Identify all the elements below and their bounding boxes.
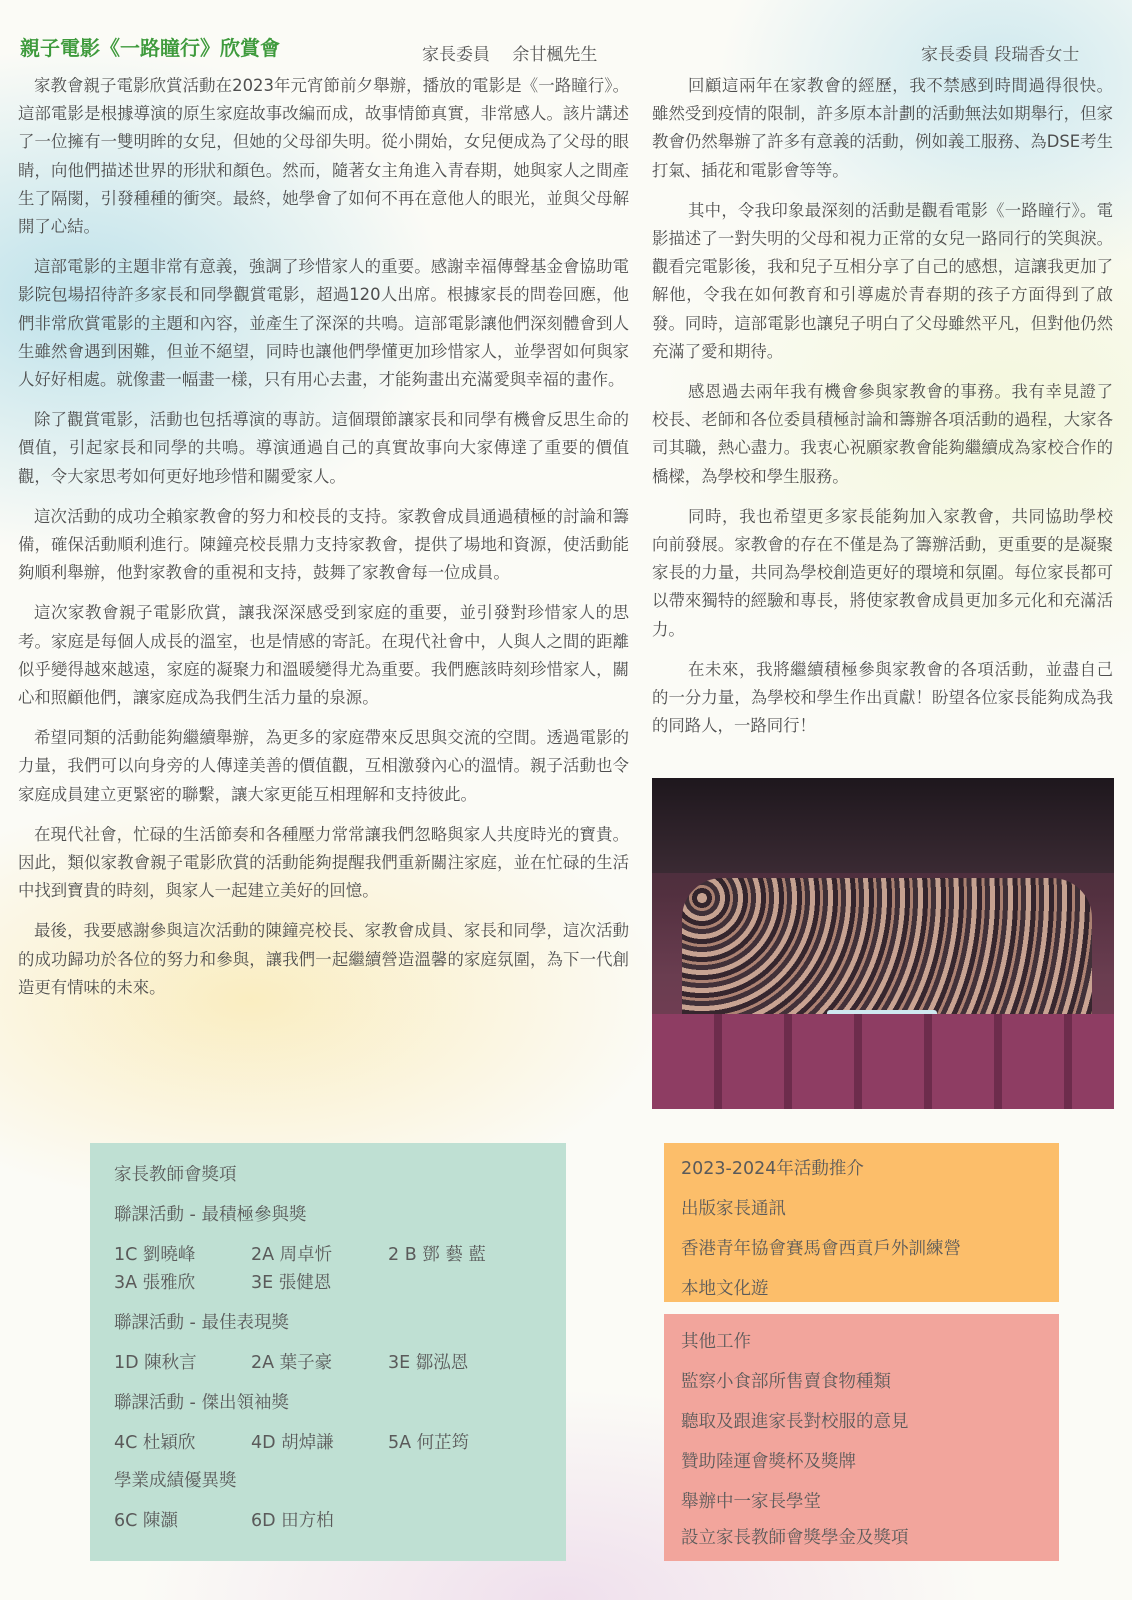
right-paragraph: 在未來，我將繼續積極參與家教會的各項活動，並盡自己的一分力量，為學校和學生作出貢獻！盼望各位家長能夠成為我的同路人，一路同行！: [652, 659, 1113, 736]
award-name: 3E 鄒泓恩: [388, 1353, 469, 1373]
award-name: 6D 田方柏: [251, 1511, 334, 1531]
other-work-heading: 其他工作: [681, 1332, 751, 1352]
other-work-box: [664, 1314, 1059, 1561]
left-article-body: [18, 72, 629, 1014]
awards-box: [90, 1143, 566, 1561]
award-name: 1C 劉曉峰: [114, 1245, 196, 1265]
activity-item: 本地文化遊: [681, 1279, 769, 1299]
award-name: 5A 何芷筠: [388, 1433, 470, 1453]
left-paragraph: 這部電影的主題非常有意義，強調了珍惜家人的重要。感謝幸福傳聲基金會協助電影院包場招待許多家長和同學觀賞電影，超過120人出席。根據家長的問卷回應，他們非常欣賞電影的主題和內容，並產生了深深的共鳴。這部電影讓他們深刻體會到人生雖然會遇到困難，但並不絕望，同時也讓他們學懂更加珍惜家人，並學習如何與家人好好相處。就像畫一幅畫一樣，只有用心去畫，才能夠畫出充滿愛與幸福的畫作。: [18, 257, 629, 390]
left-paragraph: 除了觀賞電影，活動也包括導演的專訪。這個環節讓家長和同學有機會反思生命的價值，引起家長和同學的共鳴。導演通過自己的真實故事向大家傳達了重要的價值觀，令大家思考如何更好地珍惜和關愛家人。: [18, 410, 629, 486]
cinema-screen: [652, 778, 1114, 873]
cinema-group-photo: [652, 778, 1114, 1109]
right-paragraph: 回顧這兩年在家教會的經歷，我不禁感到時間過得很快。雖然受到疫情的限制，許多原本計劃的活動無法如期舉行，但家教會仍然舉辦了許多有意義的活動，例如義工服務、為DSE考生打氣、插花和電影會等等。: [652, 76, 1113, 180]
left-paragraph: 這次家教會親子電影欣賞，讓我深深感受到家庭的重要，並引發對珍惜家人的思考。家庭是每個人成長的溫室，也是情感的寄託。在現代社會中，人與人之間的距離似乎變得越來越遠，家庭的凝聚力和溫暖變得尤為重要。我們應該時刻珍惜家人，關心和照顧他們，讓家庭成為我們生活力量的泉源。: [18, 603, 629, 708]
award-name: 1D 陳秋言: [114, 1353, 197, 1373]
article-title: 親子電影《一路瞳行》欣賞會: [20, 36, 280, 60]
left-paragraph: 家教會親子電影欣賞活動在2023年元宵節前夕舉辦，播放的電影是《一路瞳行》。這部電影是根據導演的原生家庭故事改編而成，故事情節真實，非常感人。該片講述了一位擁有一雙明眸的女兒，但她的父母卻失明。從小開始，女兒便成為了父母的眼睛，向他們描述世界的形狀和顏色。然而，隨著女主角進入青春期，她與家人之間產生了隔閡，引發種種的衝突。最終，她學會了如何不再在意他人的眼光，並與父母解開了心結。: [18, 76, 629, 237]
award-name: 4D 胡焯謙: [251, 1433, 334, 1453]
activities-box: [664, 1143, 1059, 1302]
right-article-body: [652, 72, 1113, 752]
left-paragraph: 希望同類的活動能夠繼續舉辦，為更多的家庭帶來反思與交流的空間。透過電影的力量，我們可以向身旁的人傳達美善的價值觀，互相激發內心的溫情。親子活動也令家庭成員建立更緊密的聯繫，讓大家更能互相理解和支持彼此。: [18, 728, 629, 804]
right-author: 家長委員 段瑞香女士: [921, 45, 1080, 65]
right-paragraph: 感恩過去兩年我有機會參與家教會的事務。我有幸見證了校長、老師和各位委員積極討論和籌辦各項活動的過程，大家各司其職，熱心盡力。我衷心祝願家教會能夠繼續成為家校合作的橋樑，為學校和學生服務。: [652, 382, 1113, 486]
award-category: 學業成績優異獎: [114, 1471, 237, 1491]
award-name: 2A 周卓忻: [251, 1245, 333, 1265]
award-name: 2A 葉子豪: [251, 1353, 333, 1373]
left-paragraph: 最後，我要感謝參與這次活動的陳鐘亮校長、家教會成員、家長和同學，這次活動的成功歸功於各位的努力和參與，讓我們一起繼續營造溫馨的家庭氛圍，為下一代創造更有情味的未來。: [18, 921, 629, 997]
other-work-item: 贊助陸運會獎杯及獎牌: [681, 1452, 856, 1472]
activity-item: 香港青年協會賽馬會西貢戶外訓練營: [681, 1239, 961, 1259]
award-name: 3A 張雅欣: [114, 1273, 196, 1293]
right-paragraph: 其中，令我印象最深刻的活動是觀看電影《一路瞳行》。電影描述了一對失明的父母和視力正常的女兒一路同行的笑與淚。觀看完電影後，我和兒子互相分享了自己的感想，這讓我更加了解他，令我在如何教育和引導處於青春期的孩子方面得到了啟發。同時，這部電影也讓兒子明白了父母雖然平凡，但對他仍然充滿了愛和期待。: [652, 200, 1113, 361]
activities-heading: 2023-2024年活動推介: [681, 1159, 864, 1179]
other-work-item: 舉辦中一家長學堂: [681, 1492, 821, 1512]
award-name: 2 B 鄧 藝 藍: [388, 1245, 486, 1265]
left-paragraph: 在現代社會，忙碌的生活節奏和各種壓力常常讓我們忽略與家人共度時光的寶貴。因此，類似家教會親子電影欣賞的活動能夠提醒我們重新關注家庭，並在忙碌的生活中找到寶貴的時刻，與家人一起建立美好的回憶。: [18, 824, 629, 901]
award-name: 3E 張健恩: [251, 1273, 332, 1293]
award-category: 聯課活動 - 最佳表現獎: [114, 1313, 289, 1333]
cinema-seats: [652, 1014, 1114, 1109]
award-name: 6C 陳灝: [114, 1511, 178, 1531]
other-work-item: 聽取及跟進家長對校服的意見: [681, 1412, 909, 1432]
other-work-item: 監察小食部所售賣食物種類: [681, 1372, 891, 1392]
award-name: 4C 杜穎欣: [114, 1433, 196, 1453]
left-paragraph: 這次活動的成功全賴家教會的努力和校長的支持。家教會成員通過積極的討論和籌備，確保活動順利進行。陳鐘亮校長鼎力支持家教會，提供了場地和資源，使活動能夠順利舉辦，他對家教會的重視和支持，鼓舞了家教會每一位成員。: [18, 506, 629, 583]
audience-crowd: [682, 878, 1092, 1028]
other-work-item: 設立家長教師會獎學金及獎項: [681, 1528, 909, 1548]
award-category: 聯課活動 - 最積極參與獎: [114, 1205, 307, 1225]
awards-heading: 家長教師會獎項: [114, 1165, 237, 1185]
activity-item: 出版家長通訊: [681, 1199, 786, 1219]
award-category: 聯課活動 - 傑出領袖獎: [114, 1393, 289, 1413]
left-author: 家長委員 余甘楓先生: [422, 45, 598, 65]
right-paragraph: 同時，我也希望更多家長能夠加入家教會，共同協助學校向前發展。家教會的存在不僅是為了籌辦活動，更重要的是凝聚家長的力量，共同為學校創造更好的環境和氛圍。每位家長都可以帶來獨特的經驗和專長，將使家教會成員更加多元化和充滿活力。: [652, 506, 1113, 639]
